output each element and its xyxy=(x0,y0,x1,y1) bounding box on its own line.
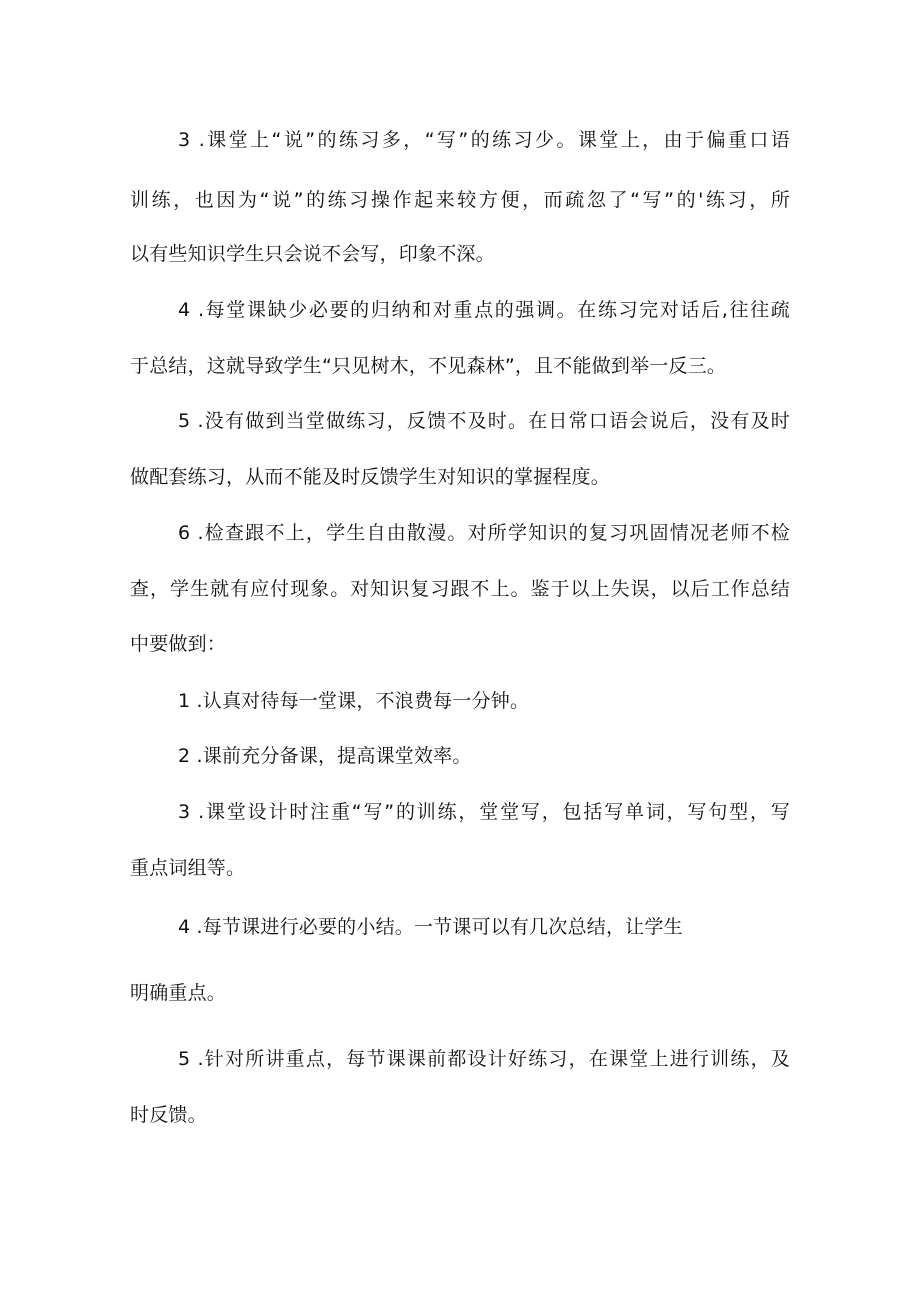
text-line: 4 .每节课进行必要的小结。一节课可以有几次总结，让学生 xyxy=(178,916,683,938)
text-line: 训练，也因为“说”的练习操作起来较方便，而疏忽了“写”的'练习，所 xyxy=(130,189,790,211)
text-line: 4 .每堂课缺少必要的归纳和对重点的强调。在练习完对话后,往往疏 xyxy=(178,299,790,321)
text-line: 以有些知识学生只会说不会写，印象不深。 xyxy=(130,243,495,265)
text-line: 2 .课前充分备课，提高课堂效率。 xyxy=(178,745,472,767)
text-line: 3 .课堂上“说”的练习多，“写”的练习少。课堂上，由于偏重口语 xyxy=(178,129,790,151)
text-line: 中要做到： xyxy=(130,633,227,655)
text-line: 1 .认真对待每一堂课，不浪费每一分钟。 xyxy=(178,690,530,712)
text-line: 6 .检查跟不上，学生自由散漫。对所学知识的复习巩固情况老师不检 xyxy=(178,522,790,544)
text-line: 明确重点。 xyxy=(130,982,227,1004)
text-line: 重点词组等。 xyxy=(130,857,246,879)
text-line: 5 .没有做到当堂做练习，反馈不及时。在日常口语会说后，没有及时 xyxy=(178,410,790,432)
text-line: 时反馈。 xyxy=(130,1104,207,1126)
text-line: 查，学生就有应付现象。对知识复习跟不上。鉴于以上失误，以后工作总结 xyxy=(130,578,790,600)
text-line: 于总结，这就导致学生“只见树木，不见森林”，且不能做到举一反三。 xyxy=(130,355,727,377)
text-line: 3 .课堂设计时注重“写”的训练，堂堂写，包括写单词，写句型，写 xyxy=(178,801,790,823)
text-line: 做配套练习，从而不能及时反馈学生对知识的掌握程度。 xyxy=(130,466,611,488)
text-line: 5 .针对所讲重点，每节课课前都设计好练习，在课堂上进行训练，及 xyxy=(178,1048,790,1070)
